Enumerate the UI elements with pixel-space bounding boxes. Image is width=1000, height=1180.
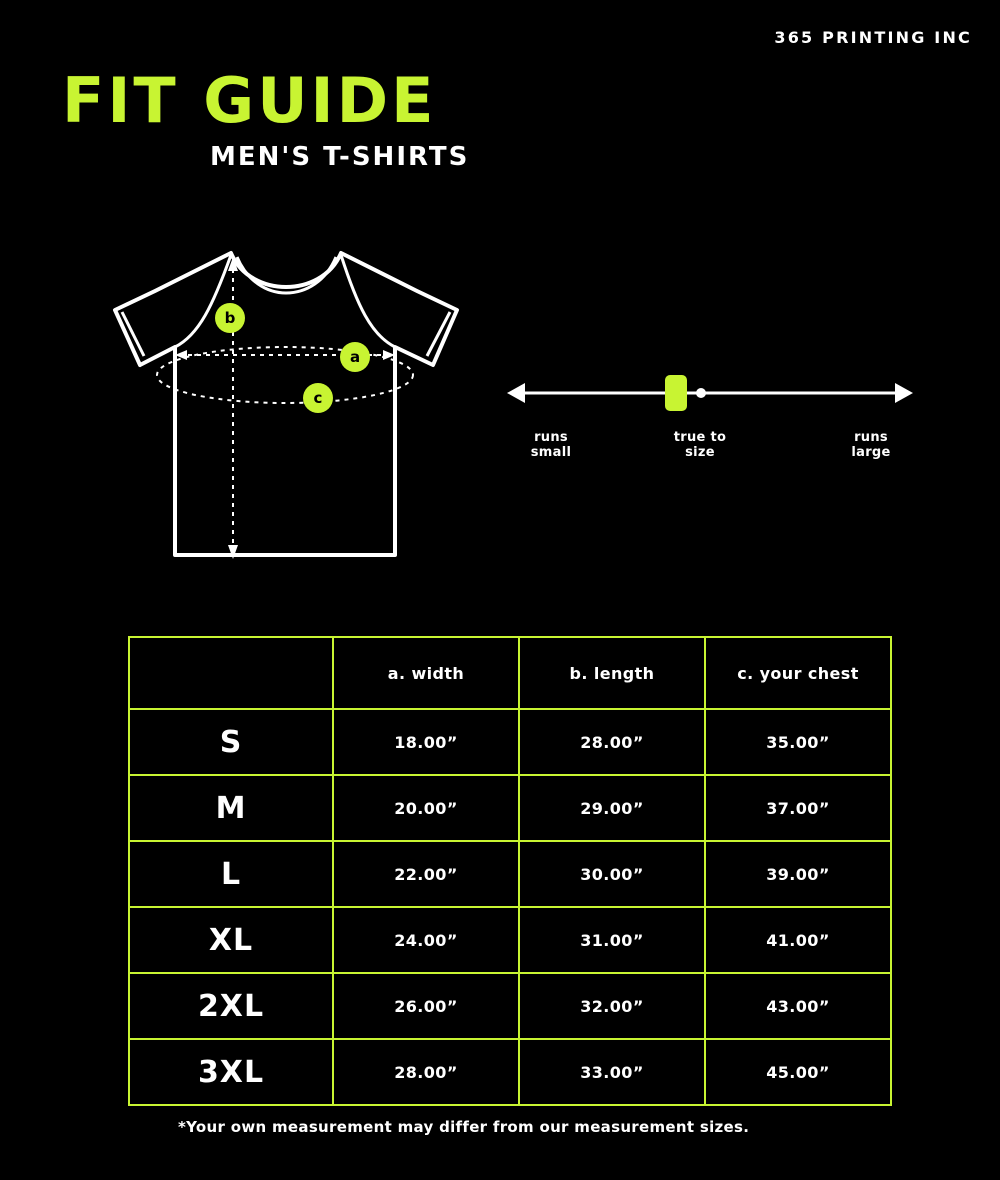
- header-chest: c. your chest: [705, 637, 891, 709]
- size-chart-table: [128, 636, 892, 1106]
- fit-scale-dot: [696, 388, 706, 398]
- page-title: FIT GUIDE: [62, 64, 437, 137]
- cell-length: 28.00”: [519, 709, 705, 775]
- table-header-row: [129, 637, 891, 709]
- cell-chest: 43.00”: [705, 973, 891, 1039]
- table-row: [129, 1039, 891, 1105]
- page-subtitle: MEN'S T-SHIRTS: [210, 142, 470, 172]
- fit-scale: [505, 365, 915, 475]
- table-row: [129, 907, 891, 973]
- table-row: [129, 709, 891, 775]
- header-width: a. width: [333, 637, 519, 709]
- cell-width: 20.00”: [333, 775, 519, 841]
- cell-width: 24.00”: [333, 907, 519, 973]
- cell-width: 28.00”: [333, 1039, 519, 1105]
- cell-width: 22.00”: [333, 841, 519, 907]
- table-row: [129, 841, 891, 907]
- fit-scale-label-runs-small: runs small: [530, 430, 572, 460]
- cell-length: 29.00”: [519, 775, 705, 841]
- cell-size: M: [129, 775, 333, 841]
- cell-chest: 35.00”: [705, 709, 891, 775]
- badge-c: c: [303, 383, 333, 413]
- cell-size: XL: [129, 907, 333, 973]
- header-size: [129, 637, 333, 709]
- fit-scale-svg: [505, 365, 915, 425]
- badge-a: a: [340, 342, 370, 372]
- cell-size: L: [129, 841, 333, 907]
- cell-size: S: [129, 709, 333, 775]
- cell-width: 18.00”: [333, 709, 519, 775]
- cell-chest: 45.00”: [705, 1039, 891, 1105]
- fit-scale-label-runs-large: runs large: [851, 430, 891, 460]
- badge-b: b: [215, 303, 245, 333]
- tshirt-illustration-svg: [95, 225, 485, 585]
- cell-length: 30.00”: [519, 841, 705, 907]
- cell-chest: 39.00”: [705, 841, 891, 907]
- header-length: b. length: [519, 637, 705, 709]
- cell-length: 33.00”: [519, 1039, 705, 1105]
- footnote: *Your own measurement may differ from our measurement sizes.: [178, 1118, 750, 1136]
- fit-scale-label-true-to-size: true to size: [673, 430, 727, 460]
- cell-length: 32.00”: [519, 973, 705, 1039]
- cell-width: 26.00”: [333, 973, 519, 1039]
- cell-chest: 41.00”: [705, 907, 891, 973]
- size-table-container: [128, 636, 890, 1106]
- brand-name: 365 PRINTING INC: [774, 28, 972, 47]
- cell-length: 31.00”: [519, 907, 705, 973]
- cell-size: 2XL: [129, 973, 333, 1039]
- fit-scale-marker: [665, 375, 687, 411]
- cell-chest: 37.00”: [705, 775, 891, 841]
- table-row: [129, 973, 891, 1039]
- table-row: [129, 775, 891, 841]
- cell-size: 3XL: [129, 1039, 333, 1105]
- tshirt-diagram: [95, 225, 485, 585]
